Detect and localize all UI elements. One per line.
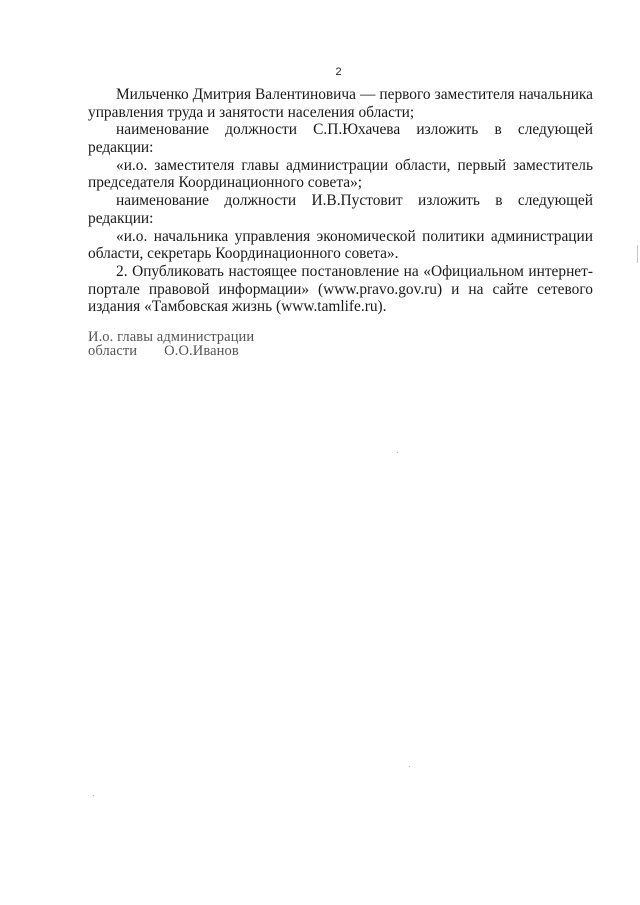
paragraph-yukhachev-title (88, 121, 593, 156)
signature-row (88, 344, 254, 358)
signature-region: области (88, 343, 138, 359)
scan-speck (397, 452, 398, 453)
signature-title: И.о. главы администрации (88, 329, 255, 345)
scan-edge-mark (637, 245, 638, 263)
paragraph-line: области, секретарь Координационного совета». (88, 245, 399, 263)
paragraph-line: редакции: (88, 139, 154, 157)
paragraph-publication (88, 263, 593, 316)
scan-speck (409, 766, 410, 767)
signature-name: О.О.Иванов (164, 343, 239, 359)
paragraph-line: управления труда и занятости населения области; (88, 103, 415, 121)
paragraph-pustovit-new-title (88, 228, 593, 263)
signature-block (88, 330, 254, 358)
paragraph-line: издания «Тамбовская жизнь (www.tamlife.ru). (88, 298, 387, 316)
paragraph-line: 2. Опубликовать настоящее постановление на «Официальном интернет- (116, 262, 593, 280)
paragraph-line: Мильченко Дмитрия Валентиновича — первого заместителя начальника (116, 86, 593, 103)
paragraph-line: наименование должности С.П.Юхачева изложить в следующей (116, 121, 593, 139)
paragraph-yukhachev-new-title (88, 157, 593, 192)
paragraph-line: редакции: (88, 209, 154, 227)
paragraph-line: наименование должности И.В.Пустовит изложить в следующей (116, 192, 593, 210)
scan-speck (93, 795, 94, 796)
paragraph-pustovit-title (88, 192, 593, 227)
paragraph-line: «и.о. заместителя главы администрации области, первый заместитель (116, 156, 593, 174)
page-number: 2 (335, 66, 342, 78)
document-body (88, 86, 593, 316)
paragraph-line: портале правовой информации» (www.pravo.gov.ru) и на сайте сетевого (88, 280, 593, 298)
paragraph-milchenko (88, 86, 593, 121)
paragraph-line: председателя Координационного совета»; (88, 174, 363, 192)
paragraph-line: «и.о. начальника управления экономической политики администрации (116, 227, 593, 245)
